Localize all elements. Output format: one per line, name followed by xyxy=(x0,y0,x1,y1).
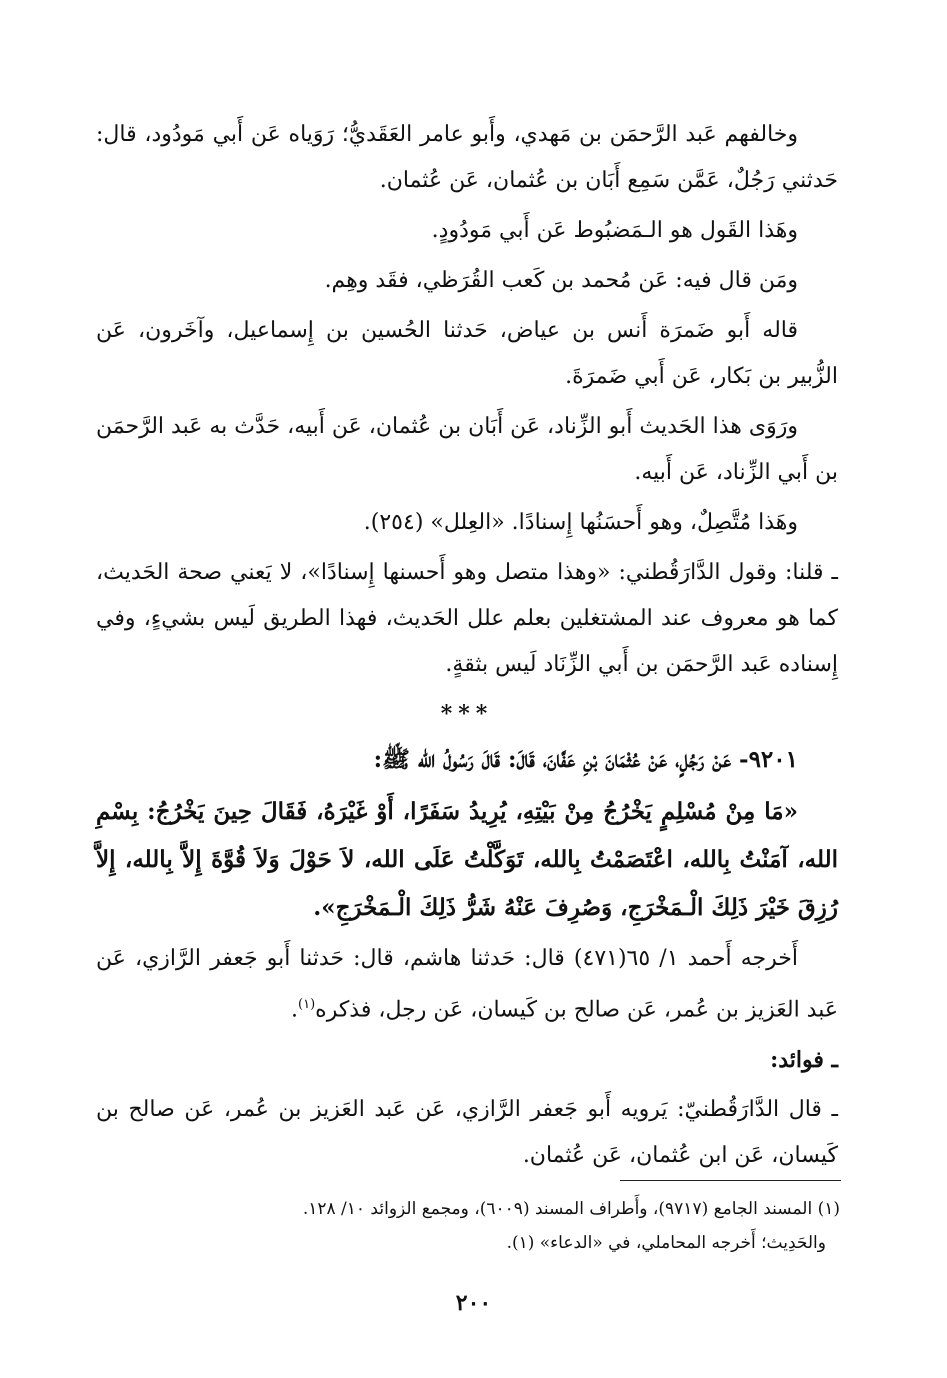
paragraph: قاله أَبو ضَمرَة أَنس بن عياض، حَدثنا الحُسين بن إِسماعيل، وآخَرون، عَن الزُّبير بن بَكار، عَن أَبي ضَمرَةَ. xyxy=(96,318,838,389)
takhrij-paragraph xyxy=(96,936,838,1033)
footnotes xyxy=(180,1192,840,1260)
fawaid-heading: ـ فوائد: xyxy=(770,1047,838,1074)
page-number: ٢٠٠ xyxy=(455,1290,492,1316)
section-separator: *** xyxy=(440,701,494,727)
hadith-text: «مَا مِنْ مُسْلِمٍ يَخْرُجُ مِنْ بَيْتِهِ، يُرِيدُ سَفَرًا، أَوْ غَيْرَهُ، فَقَالَ حِينَ يَخْرُجُ: بِسْمِ الله، آمَنْتُ بِالله، اعْتَصَمْتُ بِالله، تَوَكَّلْتُ عَلَى الله، لاَ حَوْلَ وَلاَ قُوَّةَ إِلاَّ بِالله، إِلاَّ رُزِقَ خَيْرَ ذَلِكَ الْـمَخْرَجِ، وَصُرِفَ عَنْهُ شَرُّ ذَلِكَ الْـمَخْرَجِ». xyxy=(96,798,838,921)
fawaid-text: ـ قال الدَّارَقُطنيّ: يَرويه أَبو جَعفر الرَّازي، عَن عَبد العَزيز بن عُمر، عَن صالح بن كَيسان، عَن ابن عُثمان، عَن عُثمان. xyxy=(96,1097,838,1169)
footnote-divider xyxy=(620,1180,841,1181)
footnote-2: والحَدِيث؛ أَخرجه المحاملي، في «الدعاء» (١). xyxy=(506,1233,826,1253)
paragraph: وخالفهم عَبد الرَّحمَن بن مَهدي، وأَبو عامر العَقَديُّ؛ رَوَياه عَن أَبي مَودُود، قال: حَدثني رَجُلٌ، عَمَّن سَمِع أَبَان بن عُثمان، عَن عُثمان. xyxy=(96,122,838,193)
hadith-chain-text: عَنْ رَجُلٍ، عَنْ عُثْمَانَ بْنِ عَفَّانَ، قَالَ: قَالَ رَسُولُ الله ﷺ: xyxy=(373,746,732,773)
paragraph: ورَوَى هذا الحَديث أَبو الزِّناد، عَن أَبَان بن عُثمان، عَن أَبيه، حَدَّث به عَبد الرَّحمَن بن أَبي الزِّناد، عَن أَبيه. xyxy=(96,414,838,485)
footnote-ref: (١) xyxy=(298,997,316,1012)
paragraph: وهَذا القَول هو الـمَضبُوط عَن أَبي مَودُودٍ. xyxy=(431,218,798,243)
takhrij-end: . xyxy=(291,997,299,1023)
hadith-chain xyxy=(96,736,838,784)
paragraph: ومَن قال فيه: عَن مُحمد بن كَعب القُرَظي، فقَد وهِم. xyxy=(324,268,798,293)
takhrij-text: أَخرجه أَحمد ١/ ٦٥(٤٧١) قال: حَدثنا هاشم، قال: حَدثنا أَبو جَعفر الرَّازي، عَن عَبد العَزيز بن عُمر، عَن صالح بن كَيسان، عَن رجل، فذكره xyxy=(96,946,838,1023)
commentary-paragraph: ـ قلنا: وقول الدَّارَقُطني: «وهذا متصل وهو أَحسنها إِسنادًا»، لا يَعني صحة الحَديث، كما هو معروف عند المشتغلين بعلم علل الحَديث، فهذا الطريق لَيس بشيءٍ، وفي إِسناده عَبد الرَّحمَن بن أَبي الزِّنَاد لَيس بثقةٍ. xyxy=(96,560,838,677)
paragraph: وهَذا مُتَّصِلٌ، وهو أَحسَنُها إِسنادًا. «العِلل» (٢٥٤). xyxy=(363,510,798,535)
main-text xyxy=(96,112,838,1183)
footnote-1: (١) المسند الجامع (٩٧١٧)، وأَطراف المسند (٦٠٠٩)، ومجمع الزوائد ١٠/ ١٢٨. xyxy=(302,1199,840,1219)
hadith-number: ٩٢٠١- xyxy=(739,746,798,773)
